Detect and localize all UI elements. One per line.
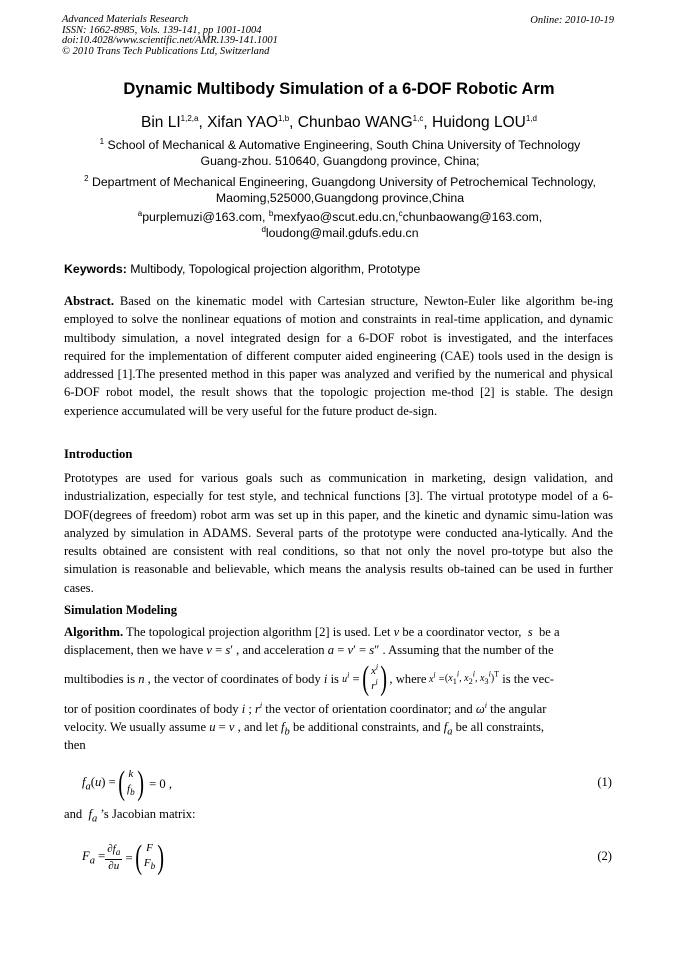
text-run: , and acceleration <box>236 643 325 657</box>
algorithm-label: Algorithm. <box>64 625 124 639</box>
text-run: the angular <box>490 702 547 716</box>
affiliation-2 <box>80 175 600 206</box>
simulation-modeling-heading: Simulation Modeling <box>64 603 178 617</box>
issn-line: ISSN: 1662-8985, Vols. 139-141, pp 1001-1004 <box>62 24 262 36</box>
jacobian-line: and $f_a$ ’s Jacobian matrix: <box>64 807 196 825</box>
text-run: is <box>330 671 339 686</box>
text-run: multibodies is <box>64 671 136 686</box>
email: purplemuzi@163.com, <box>142 210 266 224</box>
introduction-paragraph: Prototypes are used for various goals such as communication in marketing, design validation, and industrialization, especially for test style, and technical functions [3]. The virtual prototype model of a 6-DOF(degrees of freedom) robot arm was set up in this paper, and the kinetic and dynamic simu-lation was analyzed by simulation in ADAMS. Several parts of the prototype were conducted ana-lytically. And the results obtained are consistent with real conditions, so that not only the novel pro-totype but also the simulation is reasonable and believable, which means the analysis results ob-tained can be used in further cases. <box>64 471 613 595</box>
email-sup: b <box>268 208 274 218</box>
text-run: velocity. We usually assume <box>64 720 207 734</box>
copyright-line: © 2010 Trans Tech Publications Ltd, Switzerland <box>62 45 270 57</box>
email: chunbaowang@163.com, <box>402 210 543 224</box>
algorithm-line-6: then <box>64 738 86 752</box>
keywords <box>64 262 420 276</box>
author-sup: 1,2,a <box>180 113 199 123</box>
keywords-text: Multibody, Topological projection algorithm, Prototype <box>130 262 421 276</box>
algorithm-line-4: tor of position coordinates of body i ; $r^i$ the vector of orientation coordinator; and $\omega^i$ the angular <box>64 700 547 716</box>
author-list: Bin LI$^{1,2,a}$, Xifan YAO$^{1,b}$, Chunbao WANG$^{1,c}$, Huidong LOU$^{1,d}$ <box>141 113 537 131</box>
u-vector: $u^i$ = ( $x^i$ $r^i$ ) <box>342 660 388 697</box>
author-sup: 1,c <box>412 113 424 123</box>
text-run: be a coordinator vector, <box>402 625 522 639</box>
author-name: Chunbao WANG <box>297 114 413 131</box>
affiliation-sup: 1 <box>99 136 105 146</box>
text-run: the vector of orientation coordinator; and <box>265 702 473 716</box>
keywords-label: Keywords: <box>64 262 127 276</box>
algorithm-line-3: multibodies is n , the vector of coordinates of body i is $u^i$ = ( $x^i$ $r^i$ ) , where $x^i$ = ($x_1^i$, $x_2^i$, $x_3^i)^T$ is the vec- <box>64 660 554 697</box>
email: loudong@mail.gdufs.edu.cn <box>265 225 419 240</box>
email-sup: c <box>398 208 403 218</box>
author-sup: 1,b <box>278 113 290 123</box>
affiliation-1 <box>80 138 600 169</box>
doi-line: doi:10.4028/www.scientific.net/AMR.139-141.1001 <box>62 35 278 47</box>
email-sup: a <box>137 208 143 218</box>
email-sup: d <box>261 224 266 234</box>
abstract-paragraph <box>64 292 613 420</box>
text-run: be additional constraints, and <box>292 720 441 734</box>
equation-2: $F_a$ = $\frac{\partial f_a}{\partial u}$ = ( F $F_b$ ) <box>82 839 165 876</box>
equation-number-1: (1) <box>597 775 612 789</box>
algorithm-line-5: velocity. We usually assume u = v , and let $f_b$ be additional constraints, and $f_a$ be all constraints, <box>64 720 545 738</box>
text-run: be a <box>538 625 560 639</box>
text-run: and <box>64 807 83 821</box>
affiliation-text: Department of Mechanical Engineering, Guangdong University of Petrochemical Technology, Maoming,525000,Guangdong province,China <box>91 175 596 205</box>
introduction-heading: Introduction <box>64 447 133 461</box>
author-name: Xifan YAO <box>207 114 279 131</box>
text-run: is the vec- <box>502 671 554 686</box>
email: mexfyao@scut.edu.cn, <box>273 210 399 224</box>
paper-title: Dynamic Multibody Simulation of a 6-DOF Robotic Arm <box>123 80 555 98</box>
equation-number-2: (2) <box>597 849 612 863</box>
text-run: , and let <box>237 720 278 734</box>
equation-1: $f_a(u)$ = ( k $f_b$ ) = 0 , <box>82 765 172 802</box>
affiliation-text: School of Mechanical & Automative Engineering, South China University of Technology Guang-zhou. 510640, Guangdong province, China; <box>107 138 581 168</box>
text-run: The topological projection algorithm [2] is used. Let <box>126 625 391 639</box>
author-sup: 1,d <box>525 113 537 123</box>
text-run: . Assuming that the number of the <box>382 643 554 657</box>
text-run: be all constraints, <box>455 720 545 734</box>
journal-header <box>62 15 278 57</box>
text-run: , the vector of coordinates of body <box>147 671 321 686</box>
journal-name: Advanced Materials Research <box>62 14 189 25</box>
email-list <box>80 210 600 241</box>
algorithm-line-1: Algorithm. The topological projection algorithm [2] is used. Let v be a coordinator vector, s be a <box>64 625 560 639</box>
abstract-text: Based on the kinematic model with Cartesian structure, Newton-Euler like algorithm be-ing employed to solve the nonlinear equations of motion and constraints in real-time application, and dynamic multibody simulation, a novel integrated design for a 6-DOF robot is investigated, and the interfaces required for the implementation of different computer aided engineering (CAE) tools used in the design is addressed [1].The presented method in this paper was analyzed and verified by the numerical and physical 6-DOF robot model, the result shows that the topologic projection me-thod [2] is stable. The design experience accumulated will be very useful for the future product de-sign. <box>64 294 613 418</box>
online-date: Online: 2010-10-19 <box>530 15 614 26</box>
text-run: ’s Jacobian matrix: <box>100 807 196 821</box>
algorithm-line-2: displacement, then we have v = s′ , and acceleration a = v′ = s″ . Assuming that the number of the <box>64 643 554 657</box>
abstract-label: Abstract. <box>64 294 115 308</box>
author-name: Huidong LOU <box>431 114 526 131</box>
author-name: Bin LI <box>141 114 181 131</box>
text-run: , where <box>389 671 427 686</box>
text-run: displacement, then we have <box>64 643 204 657</box>
affiliation-sup: 2 <box>84 173 89 183</box>
text-run: tor of position coordinates of body <box>64 702 239 716</box>
